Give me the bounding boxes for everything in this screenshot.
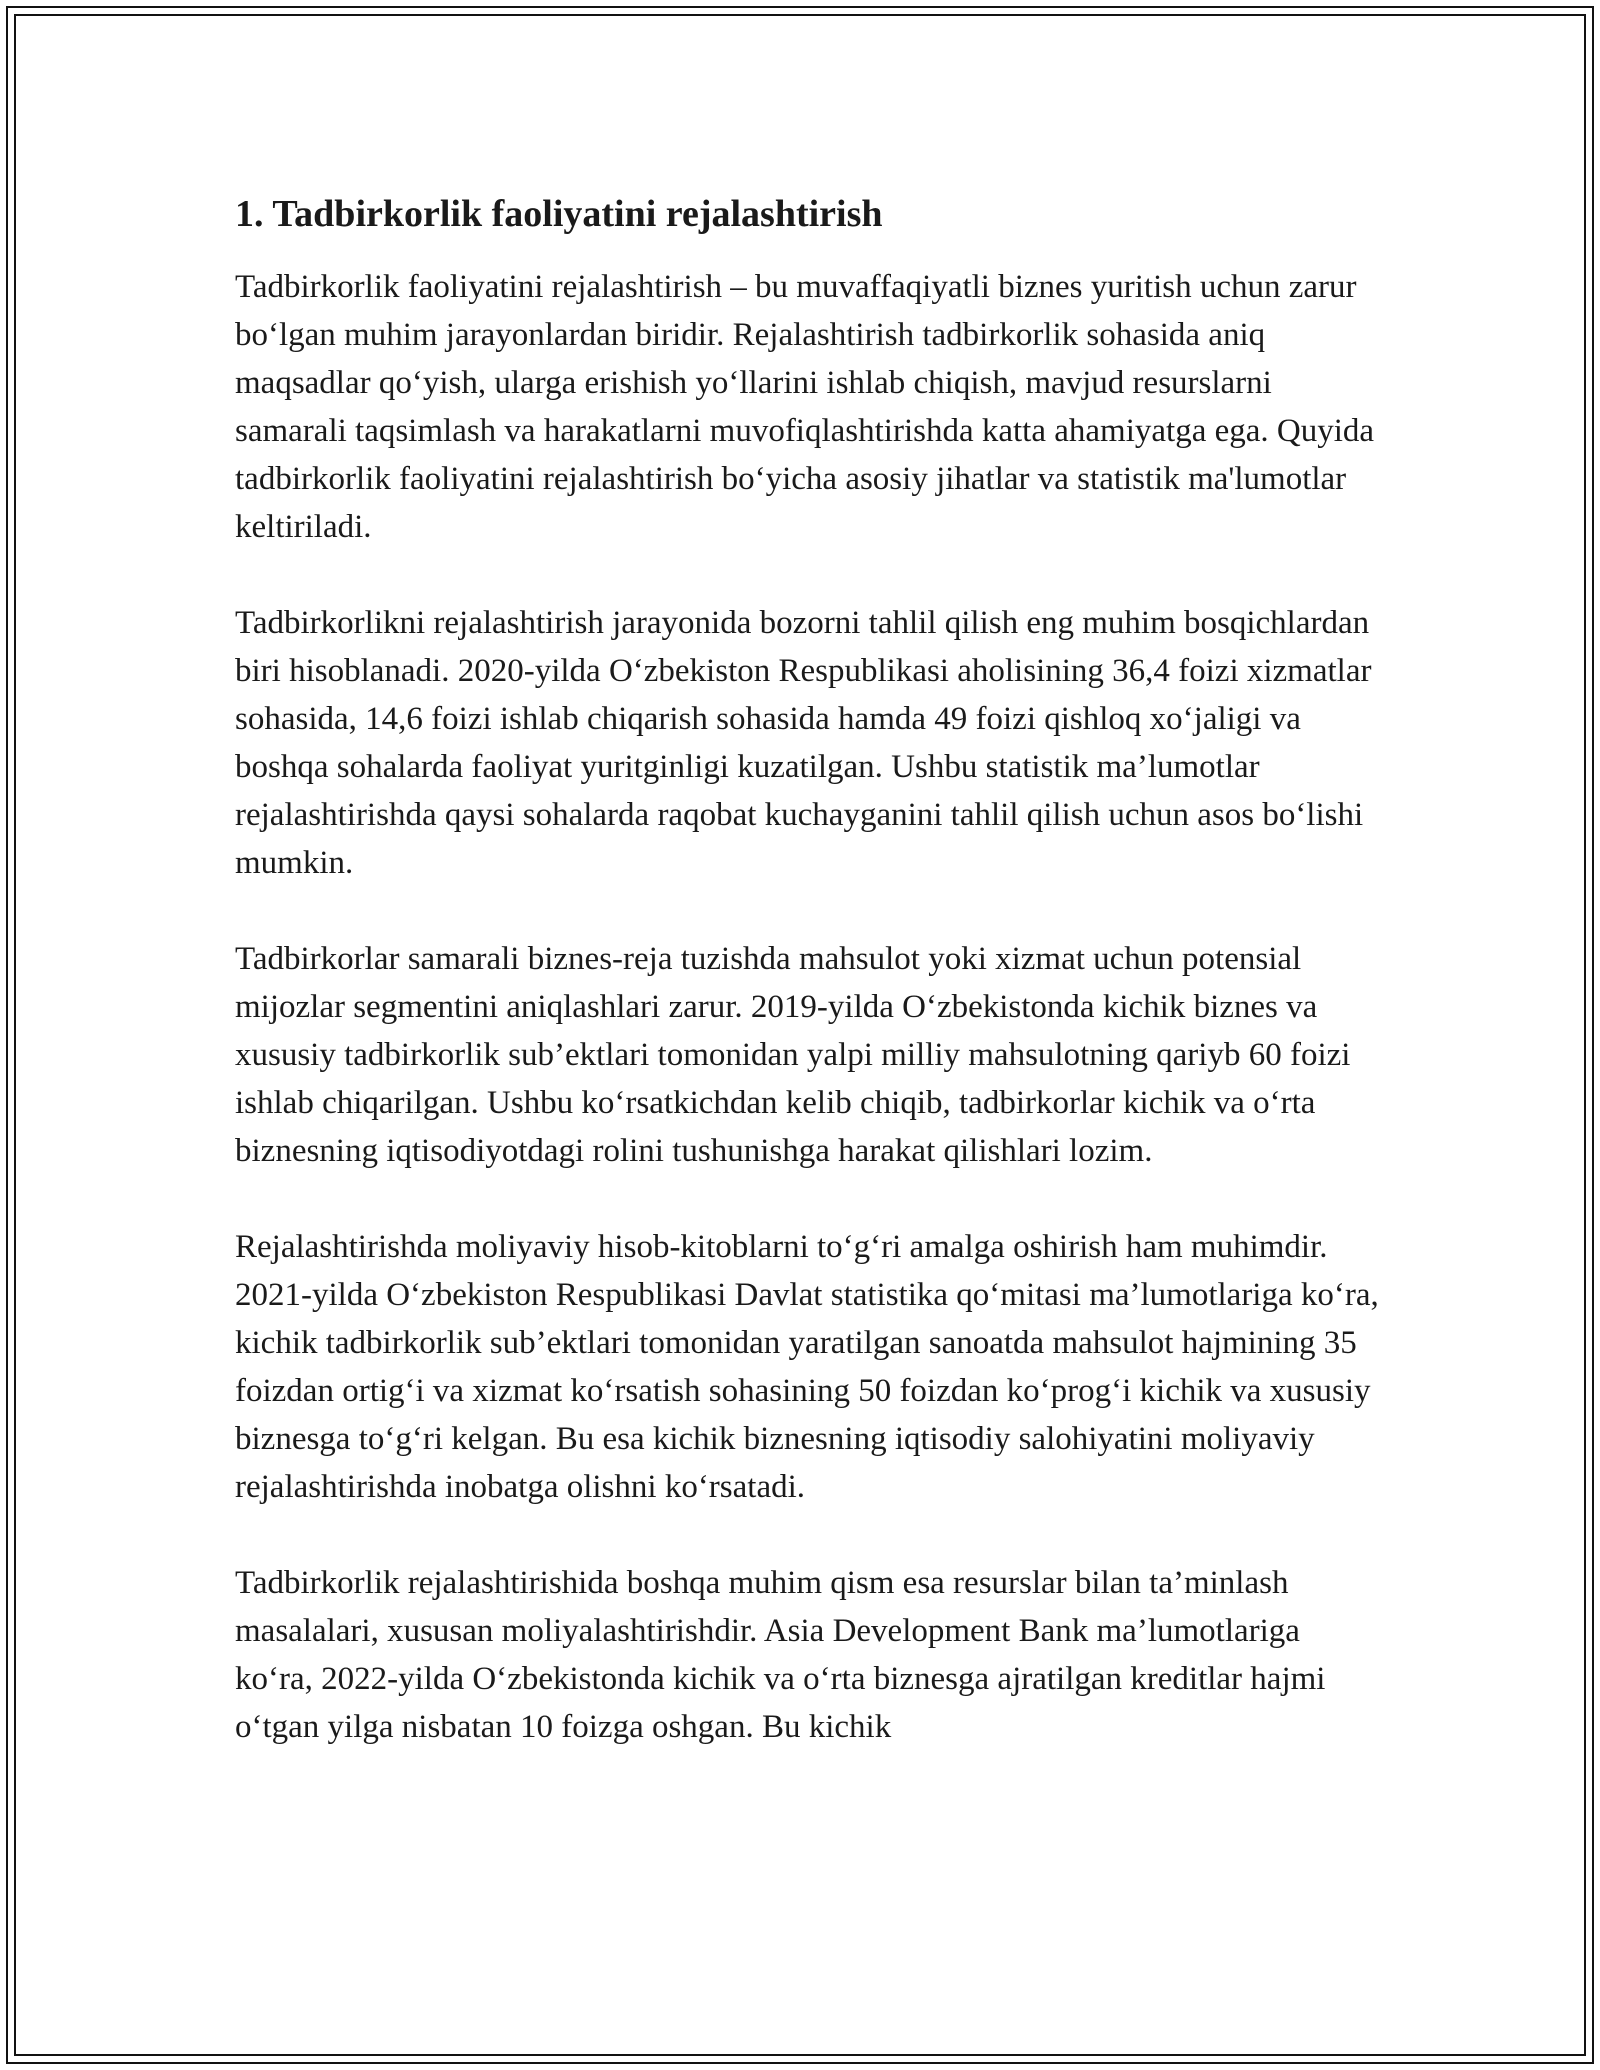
- paragraph-5: Tadbirkorlik rejalashtirishida boshqa muhim qism esa resurslar bilan ta’minlash masalalari, xususan moliyalashtirishdir. Asia Development Bank ma’lumotlariga ko‘ra, 2022-yilda O‘zbekistonda kichik va o‘rta biznesga ajratilgan kreditlar hajmi o‘tgan yilga nisbatan 10 foizga oshgan. Bu kichik: [235, 1565, 1326, 1745]
- paragraph-4: Rejalashtirishda moliyaviy hisob-kitoblarni to‘g‘ri amalga oshirish ham muhimdir. 2021-yilda O‘zbekiston Respublikasi Davlat statistika qo‘mitasi ma’lumotlariga ko‘ra, kichik tadbirkorlik sub’ektlari tomonidan yaratilgan sanoatda mahsulot hajmining 35 foizdan ortig‘i va xizmat ko‘rsatish sohasining 50 foizdan ko‘prog‘i kichik va xususiy biznesga to‘g‘ri kelgan. Bu esa kichik biznesning iqtisodiy salohiyatini moliyaviy rejalashtirishda inobatga olishni ko‘rsatadi.: [235, 1229, 1379, 1505]
- section-heading: 1. Tadbirkorlik faoliyatini rejalashtirish: [235, 193, 883, 235]
- paragraph-3: Tadbirkorlar samarali biznes-reja tuzishda mahsulot yoki xizmat uchun potensial mijozlar segmentini aniqlashlari zarur. 2019-yilda O‘zbekistonda kichik biznes va xususiy tadbirkorlik sub’ektlari tomonidan yalpi milliy mahsulotning qariyb 60 foizi ishlab chiqarilgan. Ushbu ko‘rsatkichdan kelib chiqib, tadbirkorlar kichik va o‘rta biznesning iqtisodiyotdagi rolini tushunishga harakat qilishlari lozim.: [235, 941, 1351, 1169]
- paragraph-1: Tadbirkorlik faoliyatini rejalashtirish – bu muvaffaqiyatli biznes yuritish uchun zarur bo‘lgan muhim jarayonlardan biridir. Rejalashtirish tadbirkorlik sohasida aniq maqsadlar qo‘yish, ularga erishish yo‘llarini ishlab chiqish, mavjud resurslarni samarali taqsimlash va harakatlarni muvofiqlashtirishda katta ahamiyatga ega. Quyida tadbirkorlik faoliyatini rejalashtirish bo‘yicha asosiy jihatlar va statistik ma'lumotlar keltiriladi.: [235, 269, 1375, 545]
- paragraph-2: Tadbirkorlikni rejalashtirish jarayonida bozorni tahlil qilish eng muhim bosqichlardan biri hisoblanadi. 2020-yilda O‘zbekiston Respublikasi aholisining 36,4 foizi xizmatlar sohasida, 14,6 foizi ishlab chiqarish sohasida hamda 49 foizi qishloq xo‘jaligi va boshqa sohalarda faoliyat yuritginligi kuzatilgan. Ushbu statistik ma’lumotlar rejalashtirishda qaysi sohalarda raqobat kuchayganini tahlil qilish uchun asos bo‘lishi mumkin.: [235, 605, 1372, 881]
- document-body: [235, 185, 1385, 1799]
